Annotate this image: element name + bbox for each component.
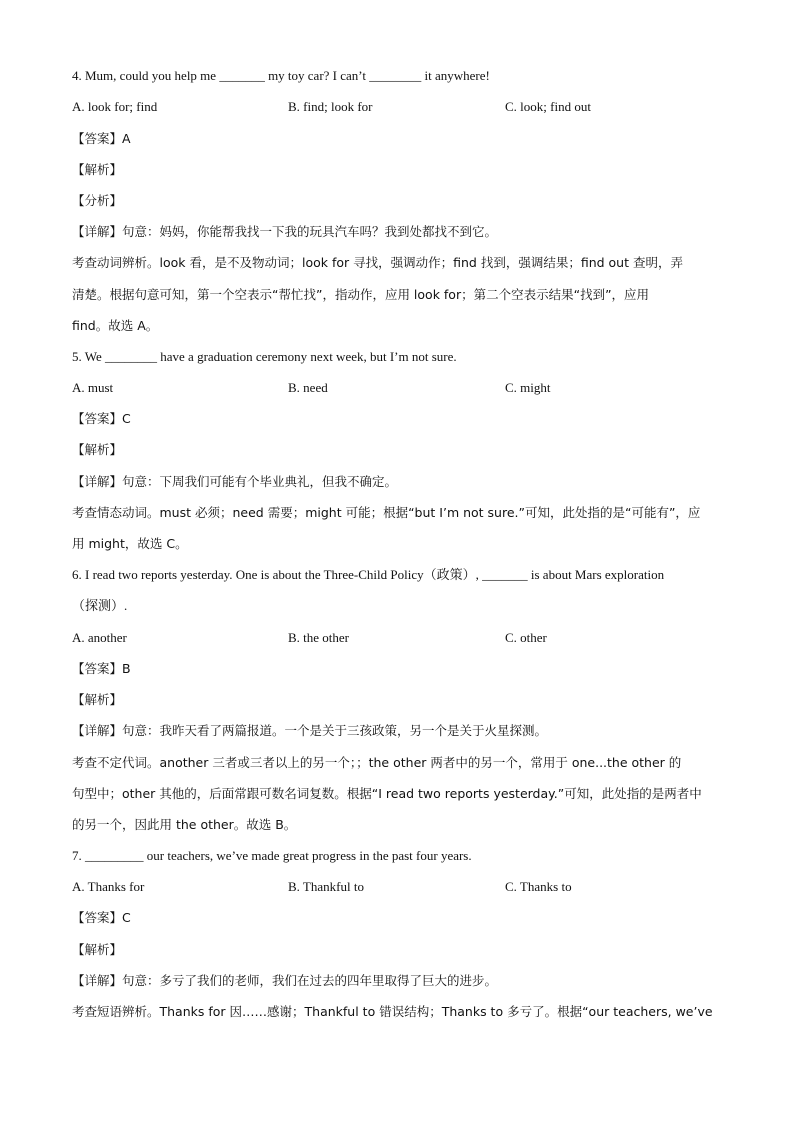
- question-6-detail: 【详解】句意：我昨天看了两篇报道。一个是关于三孩政策，另一个是关于火星探测。: [72, 723, 548, 738]
- question-6-explain-2: 句型中；other 其他的，后面常跟可数名词复数。根据“I read two reports yesterday.”可知，此处指的是两者中: [72, 786, 702, 801]
- question-7-option-c: C. Thanks to: [505, 879, 572, 894]
- question-5-explain-2: 用 might，故选 C。: [72, 536, 188, 551]
- question-4-option-c: C. look; find out: [505, 99, 591, 114]
- question-4-detail: 【详解】句意：妈妈，你能帮我找一下我的玩具汽车吗？我到处都找不到它。: [72, 224, 498, 239]
- question-6-analysis-label: 【解析】: [72, 692, 123, 707]
- question-5-option-b: B. need: [288, 380, 328, 395]
- question-7-option-a: A. Thanks for: [72, 879, 145, 894]
- question-4-explain-3: find。故选 A。: [72, 318, 159, 333]
- question-7-answer: 【答案】C: [72, 910, 131, 925]
- question-6-option-c: C. other: [505, 630, 547, 645]
- question-4-stem: 4. Mum, could you help me _______ my toy car? I can’t ________ it anywhere!: [72, 68, 490, 83]
- question-5-option-c: C. might: [505, 380, 551, 395]
- question-7-detail: 【详解】句意：多亏了我们的老师，我们在过去的四年里取得了巨大的进步。: [72, 973, 498, 988]
- question-6-option-a: A. another: [72, 630, 127, 645]
- question-7-stem: 7. _________ our teachers, we’ve made great progress in the past four years.: [72, 848, 472, 863]
- question-6-answer: 【答案】B: [72, 661, 131, 676]
- question-4-explain-2: 清楚。根据句意可知，第一个空表示“帮忙找”，指动作，应用 look for；第二个空表示结果“找到”，应用: [72, 287, 650, 302]
- question-4-analysis-label: 【解析】: [72, 162, 123, 177]
- question-5-option-a: A. must: [72, 380, 114, 395]
- question-6-explain-3: 的另一个，因此用 the other。故选 B。: [72, 817, 297, 832]
- question-5-stem: 5. We ________ have a graduation ceremony next week, but I’m not sure.: [72, 349, 457, 364]
- question-5-answer: 【答案】C: [72, 411, 131, 426]
- question-4-explain-1: 考查动词辨析。look 看，是不及物动词；look for 寻找，强调动作；find 找到，强调结果；find out 查明，弄: [72, 255, 683, 270]
- question-7-option-b: B. Thankful to: [288, 879, 364, 894]
- question-7-analysis-label: 【解析】: [72, 942, 123, 957]
- question-5-analysis-label: 【解析】: [72, 442, 123, 457]
- question-7-explain-1: 考查短语辨析。Thanks for 因……感谢；Thankful to 错误结构；Thanks to 多亏了。根据“our teachers, we’ve: [72, 1004, 713, 1019]
- question-5-explain-1: 考查情态动词。must 必须；need 需要；might 可能；根据“but I’m not sure.”可知，此处指的是“可能有”，应: [72, 505, 701, 520]
- question-5-detail: 【详解】句意：下周我们可能有个毕业典礼，但我不确定。: [72, 474, 398, 489]
- question-6-option-b: B. the other: [288, 630, 350, 645]
- question-4-option-a: A. look for; find: [72, 99, 158, 114]
- question-6-explain-1: 考查不定代词。another 三者或三者以上的另一个；；the other 两者中的另一个，常用于 one...the other 的: [72, 755, 682, 770]
- question-4-option-b: B. find; look for: [288, 99, 373, 114]
- question-6-stem-2: （探测）.: [72, 598, 128, 613]
- question-4-answer: 【答案】A: [72, 131, 131, 146]
- question-4-fenxi-label: 【分析】: [72, 193, 123, 208]
- question-6-stem-1: 6. I read two reports yesterday. One is about the Three-Child Policy（政策）, _______ is about Mars exploration: [72, 567, 665, 582]
